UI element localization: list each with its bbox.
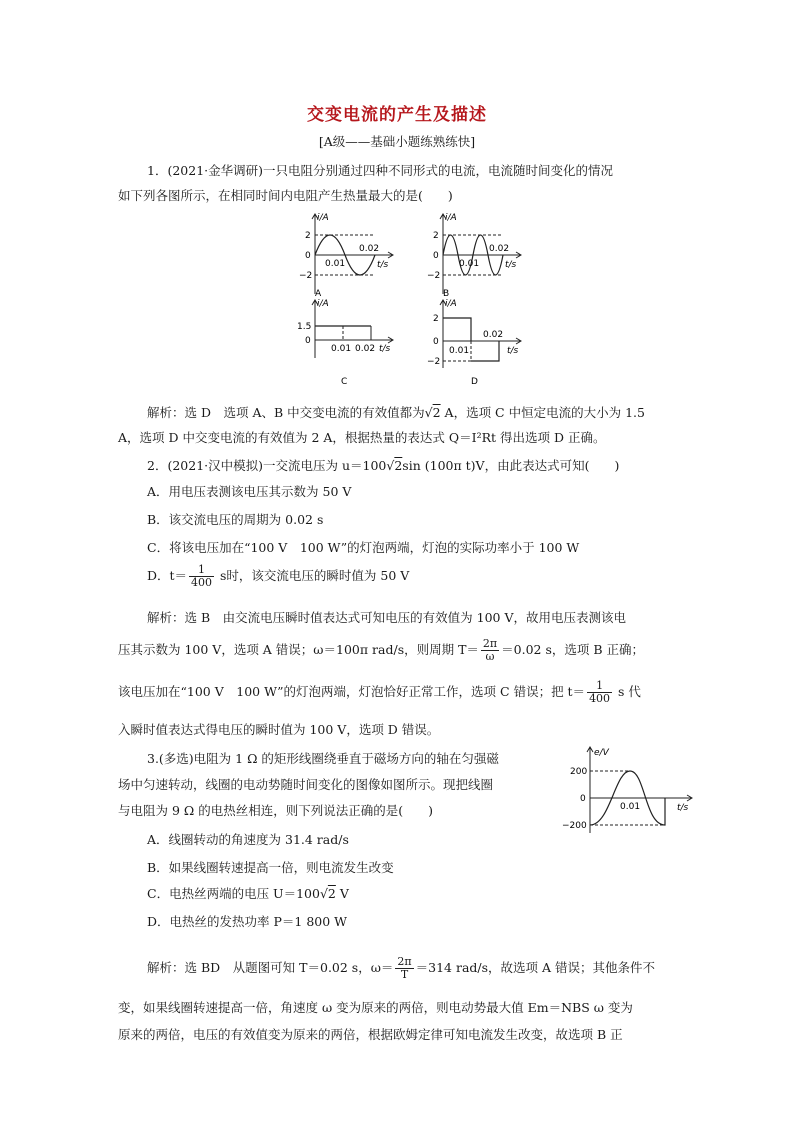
graph-d bbox=[423, 296, 533, 388]
graph-b-tick-top: 2 bbox=[433, 231, 439, 241]
a2-line2 bbox=[118, 638, 644, 663]
q2-option-d-a: D．t＝ bbox=[147, 568, 188, 583]
frac-num: 2π bbox=[397, 955, 412, 968]
graph-d-tick-zero: 0 bbox=[433, 337, 439, 347]
q1-line2: 如下列各图所示，在相同时间内电阻产生热量最大的是( ) bbox=[118, 188, 453, 203]
a2-line3-b: s 代 bbox=[614, 684, 641, 699]
q1-line1: 1．(2021·金华调研)一只电阻分别通过四种不同形式的电流，电流随时间变化的情况 bbox=[147, 163, 613, 178]
a1-sqrt-value: 2 bbox=[432, 405, 441, 420]
graph-a-x1: 0.01 bbox=[325, 259, 346, 269]
graph-d-caption: D bbox=[471, 377, 478, 387]
a2-line1: 解析：选 B 由交流电压瞬时值表达式可知电压的有效值为 100 V，故用电压表测该电 bbox=[147, 610, 626, 625]
graph-b-x2: 0.02 bbox=[489, 244, 510, 254]
graph-a bbox=[295, 210, 405, 300]
graph-b-xlabel: t/s bbox=[505, 260, 517, 270]
a1-line1 bbox=[147, 403, 645, 421]
graph-a-x2: 0.02 bbox=[359, 244, 380, 254]
frac-den: 400 bbox=[191, 576, 213, 589]
graph-emf-ylabel: e/V bbox=[594, 748, 609, 758]
graph-a-tick-top: 2 bbox=[305, 231, 311, 241]
graph-emf-x1: 0.01 bbox=[620, 802, 641, 812]
q2-stem bbox=[147, 456, 619, 474]
sqrt-symbol: √ bbox=[386, 458, 395, 473]
a2-line3 bbox=[118, 680, 641, 705]
graph-a-tick-bot: −2 bbox=[299, 271, 313, 281]
q3-option-c bbox=[147, 884, 349, 902]
graph-a-tick-zero: 0 bbox=[305, 251, 311, 261]
a2-line3-a: 该电压加在“100 V 100 W”的灯泡两端，灯泡恰好正常工作，选项 C 错误；把 t＝ bbox=[118, 684, 586, 699]
a2-line4: 入瞬时值表达式得电压的瞬时值为 100 V，选项 D 错误。 bbox=[118, 722, 440, 737]
graph-a-caption: A bbox=[315, 289, 322, 299]
graph-a-ylabel: i/A bbox=[317, 213, 329, 223]
frac-num: 1 bbox=[587, 680, 612, 693]
q2-option-a: A．用电压表测该电压其示数为 50 V bbox=[147, 484, 352, 499]
q3-option-c-a: C．电热丝两端的电压 U＝100 bbox=[147, 886, 320, 901]
frac-num: 1 bbox=[189, 564, 214, 577]
a1-line1-a: 解析：选 D 选项 A、B 中交变电流的有效值都为 bbox=[147, 405, 425, 420]
a2-fraction-period bbox=[481, 638, 499, 663]
a3-line2: 变，如果线圈转速提高一倍，角速度 ω 变为原来的两倍，则电动势最大值 Em＝NBS ω 变为 bbox=[118, 1000, 633, 1015]
sqrt-symbol: √ bbox=[319, 886, 328, 901]
q2-stem-a: 2．(2021·汉中模拟)一交流电压为 u＝100 bbox=[147, 458, 387, 473]
graph-c-tick-top: 1.5 bbox=[297, 322, 312, 332]
q3-option-d: D．电热丝的发热功率 P＝1 800 W bbox=[147, 914, 348, 929]
q3-line2: 场中匀速转动，线圈的电动势随时间变化的图像如图所示。现把线圈 bbox=[118, 777, 494, 792]
section-subtitle: [A级——基础小题练熟练快] bbox=[318, 134, 476, 149]
a3-fraction bbox=[395, 956, 413, 981]
graph-c-x1: 0.01 bbox=[331, 344, 352, 354]
graph-b-tick-zero: 0 bbox=[433, 251, 439, 261]
graph-d-x2: 0.02 bbox=[483, 330, 504, 340]
graph-c-caption: C bbox=[341, 377, 348, 387]
graph-d-tick-top: 2 bbox=[433, 314, 439, 324]
q2-option-d bbox=[147, 564, 409, 589]
frac-den: 400 bbox=[589, 692, 611, 705]
graph-c bbox=[295, 296, 405, 388]
graph-c-tick-zero: 0 bbox=[305, 336, 311, 346]
graph-emf-origin: 0 bbox=[580, 794, 586, 804]
a1-line2: A，选项 D 中交变电流的有效值为 2 A，根据热量的表达式 Q＝I²Rt 得出选项 D 正确。 bbox=[118, 430, 606, 445]
graph-b-x1: 0.01 bbox=[459, 259, 480, 269]
graph-b-tick-bot: −2 bbox=[427, 271, 441, 281]
graph-b bbox=[423, 210, 533, 300]
q3-line3: 与电阻为 9 Ω 的电热丝相连，则下列说法正确的是( ) bbox=[118, 803, 433, 818]
q2-option-b: B．该交流电压的周期为 0.02 s bbox=[147, 512, 324, 527]
q2-stem-c: sin (100π t)V，由此表达式可知( ) bbox=[402, 458, 620, 473]
a3-line1-a: 解析：选 BD 从题图可知 T＝0.02 s，ω＝ bbox=[147, 960, 394, 975]
q3-option-c-c: V bbox=[335, 886, 349, 901]
a3-line1 bbox=[147, 956, 655, 981]
graph-c-x2: 0.02 bbox=[355, 344, 376, 354]
graph-emf-y-top: 200 bbox=[570, 767, 588, 777]
q2-sqrt-value: 2 bbox=[394, 458, 403, 473]
graph-emf-xlabel: t/s bbox=[677, 803, 689, 813]
frac-den: ω bbox=[485, 650, 495, 663]
graph-a-xlabel: t/s bbox=[377, 260, 389, 270]
q2-option-c: C．将该电压加在“100 V 100 W”的灯泡两端，灯泡的实际功率小于 100 W bbox=[147, 540, 580, 555]
a3-line3: 原来的两倍，电压的有效值变为原来的两倍，根据欧姆定律可知电流发生改变，故选项 B 正 bbox=[118, 1027, 623, 1042]
a2-line2-a: 压其示数为 100 V，选项 A 错误；ω＝100π rad/s，则周期 T＝ bbox=[118, 642, 479, 657]
q3-sqrt-value: 2 bbox=[327, 886, 336, 901]
sqrt-symbol: √ bbox=[424, 405, 433, 420]
q3-option-b: B．如果线圈转速提高一倍，则电流发生改变 bbox=[147, 860, 394, 875]
graph-d-xlabel: t/s bbox=[507, 346, 519, 356]
graph-c-xlabel: t/s bbox=[379, 344, 391, 354]
graph-b-ylabel: i/A bbox=[445, 213, 457, 223]
q2-fraction bbox=[189, 564, 214, 589]
q3-line1: 3.(多选)电阻为 1 Ω 的矩形线圈绕垂直于磁场方向的轴在匀强磁 bbox=[147, 751, 499, 766]
a1-line1-c: A，选项 C 中恒定电流的大小为 1.5 bbox=[440, 405, 645, 420]
q2-option-d-b: s时，该交流电压的瞬时值为 50 V bbox=[216, 568, 410, 583]
a2-fraction-time bbox=[587, 680, 612, 705]
graph-d-ylabel: i/A bbox=[445, 299, 457, 309]
frac-num: 2π bbox=[482, 637, 498, 650]
a3-line1-b: ＝314 rad/s，故选项 A 错误；其他条件不 bbox=[415, 960, 656, 975]
page-title: 交变电流的产生及描述 bbox=[307, 105, 487, 125]
a2-line2-b: ＝0.02 s，选项 B 正确； bbox=[501, 642, 645, 657]
graph-d-x1: 0.01 bbox=[449, 346, 470, 356]
q3-option-a: A．线圈转动的角速度为 31.4 rad/s bbox=[147, 832, 349, 847]
graph-c-ylabel: i/A bbox=[317, 299, 329, 309]
graph-d-tick-bot: −2 bbox=[427, 357, 441, 367]
frac-den: T bbox=[400, 968, 409, 981]
graph-emf-y-bot: −200 bbox=[562, 821, 587, 831]
graph-emf bbox=[560, 743, 710, 835]
graph-b-caption: B bbox=[443, 289, 450, 299]
